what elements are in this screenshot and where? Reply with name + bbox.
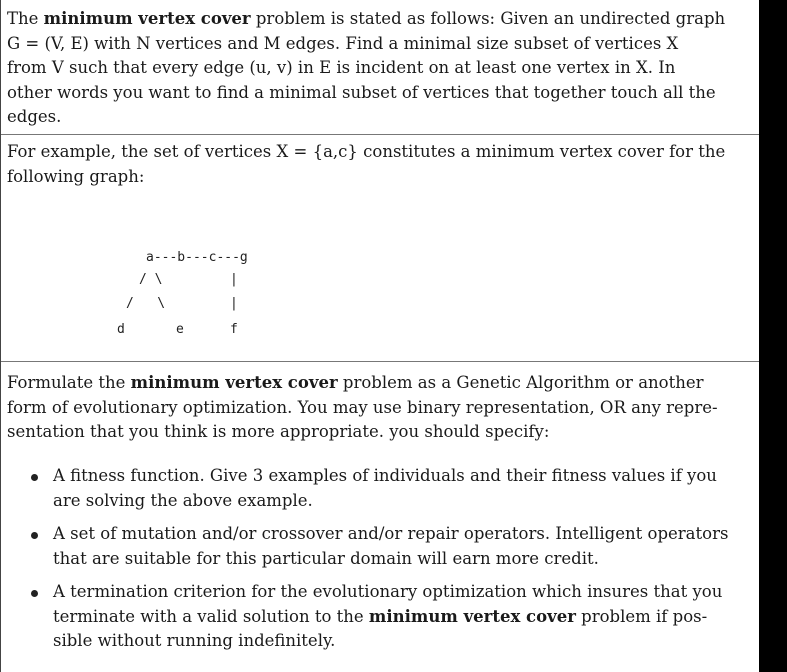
bullet-text — [53, 522, 753, 571]
graph-edge-left: / \ — [139, 272, 163, 287]
intro-line: other words you want to find a minimal subset of vertices that together touch all the — [7, 82, 716, 102]
intro-line: The minimum vertex cover problem is stated as follows: Given an undirected graph — [7, 9, 726, 28]
intro-paragraph — [7, 7, 751, 130]
bullet-line: sible without running indefinitely. — [53, 631, 336, 650]
bullet-line: terminate with a valid solution to the minimum vertex cover problem if pos- — [53, 606, 708, 626]
bullet-line: A fitness function. Give 3 examples of individuals and their fitness values if you — [53, 466, 717, 485]
graph-node-f: f — [230, 322, 238, 337]
intro-line: edges. — [7, 107, 62, 126]
bullet-line: A termination criterion for the evolutionary optimization which insures that you — [53, 582, 723, 601]
bold-term: minimum vertex cover — [130, 373, 338, 392]
bold-term: minimum vertex cover — [43, 9, 251, 28]
bullet-line: that are suitable for this particular domain will earn more credit. — [53, 548, 599, 568]
bullet-dot-icon — [31, 474, 38, 481]
example-line: following graph: — [7, 166, 145, 186]
task-line: Formulate the minimum vertex cover problem as a Genetic Algorithm or another — [7, 373, 704, 392]
bullet-line: are solving the above example. — [53, 490, 313, 510]
graph-edge-cf-lower: | — [230, 296, 238, 311]
section-divider — [1, 134, 759, 135]
intro-line: from V such that every edge (u, v) in E is incident on at least one vertex in X. In — [7, 58, 676, 77]
section-divider — [1, 361, 759, 362]
intro-line: G = (V, E) with N vertices and M edges. Find a minimal size subset of vertices X — [7, 33, 679, 53]
task-line: sentation that you think is more appropriate. you should specify: — [7, 422, 550, 441]
graph-node-e: e — [176, 322, 184, 337]
example-paragraph — [7, 140, 751, 189]
bullet-line: A set of mutation and/or crossover and/or repair operators. Intelligent operators — [53, 524, 729, 543]
bullet-text — [53, 464, 753, 513]
graph-top-row: a---b---c---g — [146, 250, 248, 265]
bold-term: minimum vertex cover — [368, 606, 576, 626]
task-paragraph — [7, 371, 751, 445]
graph-edge-left-lower: / \ — [126, 296, 166, 311]
bullet-dot-icon — [31, 532, 38, 539]
bullet-text — [53, 580, 753, 654]
bullet-dot-icon — [31, 590, 38, 597]
graph-node-d: d — [117, 322, 125, 337]
task-line: form of evolutionary optimization. You may use binary representation, OR any repre- — [7, 397, 718, 417]
example-line: For example, the set of vertices X = {a,c} constitutes a minimum vertex cover for the — [7, 142, 726, 161]
graph-edge-cf: | — [230, 272, 238, 287]
